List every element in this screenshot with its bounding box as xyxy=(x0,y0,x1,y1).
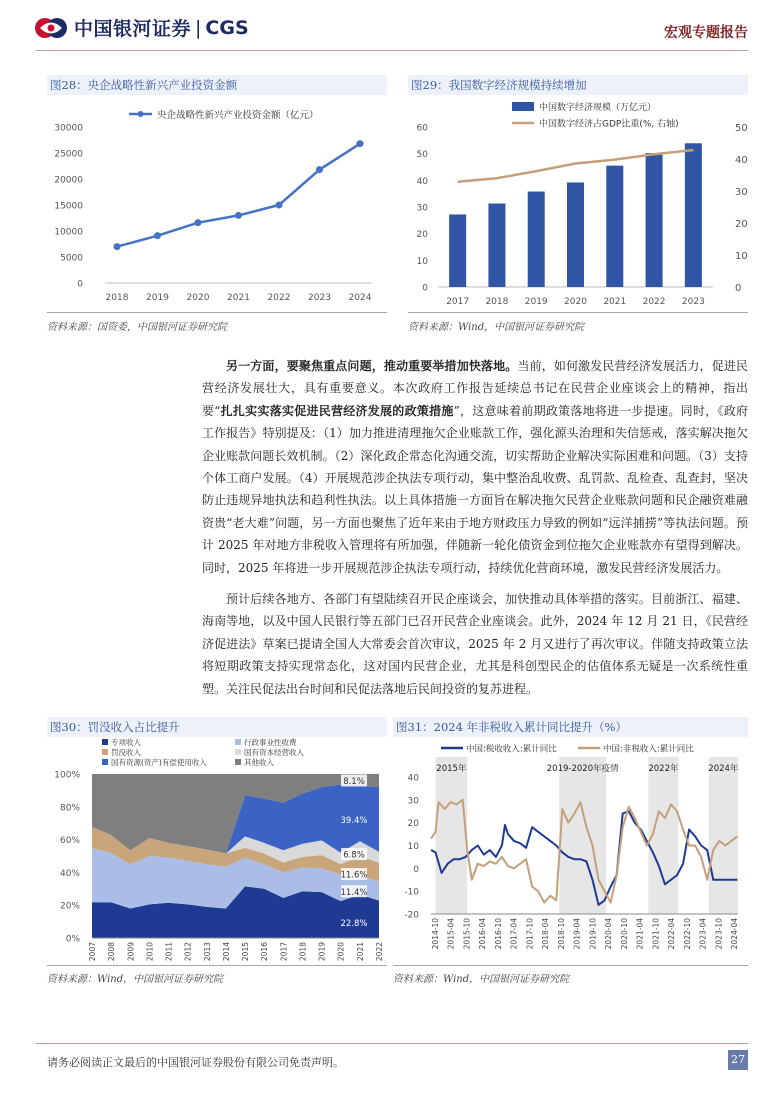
x-tick-label: 2022 xyxy=(267,293,291,303)
legend-swatch xyxy=(235,749,241,755)
y-left-tick-label: 60 xyxy=(416,123,428,134)
y-tick-label: 10 xyxy=(407,842,419,852)
legend-label: 行政事业性收费 xyxy=(244,738,297,747)
fig29-rule xyxy=(408,312,748,313)
x-tick-label: 2018-10 xyxy=(556,918,566,950)
y-tick-label: 100% xyxy=(54,770,80,781)
x-tick-label: 2014-10 xyxy=(431,918,440,950)
header-divider xyxy=(36,50,748,51)
bar xyxy=(646,153,663,287)
report-type: 宏观专题报告 xyxy=(664,25,748,41)
y-tick-label: -20 xyxy=(404,910,419,921)
x-tick-label: 2019-04 xyxy=(572,918,582,950)
fig30-source: 资料来源：Wind，中国银河证券研究院 xyxy=(47,974,224,985)
page-number: 27 xyxy=(728,1050,748,1070)
x-tick-label: 2020-10 xyxy=(619,918,629,950)
y-right-tick-label: 20 xyxy=(735,219,748,230)
x-tick-label: 2023-04 xyxy=(698,918,708,950)
legend-label: 专项收入 xyxy=(111,738,141,747)
shaded-period-label: 2015年 xyxy=(436,764,467,774)
y-tick-label: 15000 xyxy=(54,201,83,212)
data-point xyxy=(195,219,202,226)
x-tick-label: 2020 xyxy=(564,297,587,307)
data-point xyxy=(276,202,283,209)
x-tick-label: 2020-04 xyxy=(604,918,614,950)
y-right-tick-label: 30 xyxy=(735,187,748,198)
y-tick-label: 20% xyxy=(59,901,80,912)
fig31-rule xyxy=(393,965,748,966)
p1-text-a: 当前，如何激发民营经济发展活力，促进民营经济发展壮大，具有重要意义。本次政府工作报告延续总书记在民营企业座谈会上的精神，指出要“ xyxy=(202,359,748,418)
data-label: 6.8% xyxy=(343,850,365,861)
brand-logo xyxy=(34,14,249,41)
body-paragraph-2: 预计后续各地方、各部门有望陆续召开民企座谈会，加快推动具体举措的落实。目前浙江、福建、海南等地，以及中国人民银行等五部门已召开民营企业座谈会。此外，2024 年 12 月 21 日，《民营经济促进法》草案已提请全国人大常委会首次审议，2025 年 2 月又进行了再次审议。伴随支持政策立法将短期政策支持实现常态化，这对国内民营企业，尤其是科创型民企的估值体系无疑是一次系统性重塑。关注民促法出台时间和民促法落地后民间投资的复苏进程。 xyxy=(202,592,748,696)
y-left-tick-label: 20 xyxy=(416,230,428,241)
x-tick-label: 2012 xyxy=(183,942,193,962)
legend-swatch xyxy=(102,759,108,765)
y-tick-label: 0 xyxy=(77,279,83,290)
fig29-chart xyxy=(408,97,748,309)
legend-label: 国有资本经营收入 xyxy=(244,748,304,757)
x-tick-label: 2014 xyxy=(221,942,231,962)
fig30-rule xyxy=(47,965,387,966)
y-tick-label: 25000 xyxy=(54,149,83,160)
x-tick-label: 2020 xyxy=(186,293,210,303)
footer-disclaimer: 请务必阅读正文最后的中国银河证券股份有限公司免责声明。 xyxy=(47,1056,344,1069)
data-point xyxy=(235,212,242,219)
bar xyxy=(567,182,584,287)
legend-label: 国有资源(资产)有偿使用收入 xyxy=(111,758,207,767)
y-tick-label: 20000 xyxy=(54,175,83,186)
x-tick-label: 2023-10 xyxy=(714,918,724,950)
x-tick-label: 2024-04 xyxy=(730,918,739,950)
y-tick-label: 60% xyxy=(59,836,80,847)
fig31-title: 图31：2024 年非税收入累计同比提升（%） xyxy=(393,717,748,737)
fig29-title: 图29：我国数字经济规模持续增加 xyxy=(408,75,748,95)
y-tick-label: 10000 xyxy=(54,227,83,238)
shaded-period xyxy=(436,757,468,914)
x-tick-label: 2018 xyxy=(298,942,308,962)
x-tick-label: 2019 xyxy=(146,293,169,303)
bar xyxy=(685,143,702,287)
x-tick-label: 2017-10 xyxy=(525,918,535,950)
x-tick-label: 2018 xyxy=(485,297,509,307)
data-point xyxy=(316,166,323,173)
fig30-title: 图30：罚没收入占比提升 xyxy=(47,717,387,737)
x-tick-label: 2022 xyxy=(642,297,666,307)
data-point xyxy=(357,140,364,147)
legend-swatch xyxy=(102,749,108,755)
p1-text-b: ”，这意味着前期政策落地将进一步提速。同时，《政府工作报告》特别提及：（1）加力推进清理拖欠企业账款工作，强化源头治理和失信惩戒，落实解决拖欠企业账款问题长效机制。（2）深化政企常态化沟通交流，切实帮助企业解决实际困难和问题。（3）支持个体工商户发展。（4）开展规范涉企执法专项行动，集中整治乱收费、乱罚款、乱检查、乱查封，坚决防止违规异地执法和趋利性执法。以上具体措施一方面旨在解决拖欠民营企业账款问题和民企融资难融资贵“老大难”问题，另一方面也聚焦了近年来由于地方财政压力导致的例如“远洋捕捞”等执法问题。预计 2025 年对地方非税收入管理将有所加强，伴随新一轮化债资金到位拖欠企业账款亦有望得到解决。同时，2025 年将进一步开展规范涉企执法专项行动，持续优化营商环境，激发民营经济发展活力。 xyxy=(202,403,748,575)
brand-cgs: CGS xyxy=(205,16,249,39)
legend-label: 罚没收入 xyxy=(111,748,141,757)
y-tick-label: 20 xyxy=(407,819,419,830)
y-right-tick-label: 50 xyxy=(735,123,748,134)
x-tick-label: 2010 xyxy=(145,942,155,962)
x-tick-label: 2022-10 xyxy=(682,918,692,950)
legend-swatch xyxy=(235,739,241,745)
data-label: 8.1% xyxy=(343,776,365,787)
x-tick-label: 2019 xyxy=(317,942,327,962)
x-tick-label: 2021 xyxy=(355,942,365,962)
x-tick-label: 2018 xyxy=(105,293,129,303)
page-header xyxy=(0,0,770,52)
shaded-period-label: 2022年 xyxy=(648,764,679,774)
data-label: 11.6% xyxy=(340,870,368,881)
shaded-period xyxy=(559,757,606,914)
shaded-period-label: 2024年 xyxy=(708,764,739,774)
x-tick-label: 2016-04 xyxy=(478,918,488,950)
p1-lead: 另一方面，要聚焦重点问题，推动重要举措加快落地。 xyxy=(226,359,518,373)
x-tick-label: 2018-04 xyxy=(541,918,551,950)
series-line xyxy=(117,144,360,247)
y-left-tick-label: 30 xyxy=(416,203,428,214)
fig28-source: 资料来源：国资委，中国银河证券研究院 xyxy=(47,322,227,333)
y-tick-label: -10 xyxy=(404,887,419,898)
y-tick-label: 40% xyxy=(59,868,80,879)
shaded-period xyxy=(709,757,738,914)
legend-label: 央企战略性新兴产业投资金额（亿元） xyxy=(157,110,319,121)
x-tick-label: 2024 xyxy=(348,293,372,303)
legend-tax-label: 中国:税收收入:累计同比 xyxy=(466,744,557,755)
x-tick-label: 2008 xyxy=(107,942,117,962)
legend-bar-label: 中国数字经济规模（万亿元） xyxy=(539,103,657,113)
y-left-tick-label: 50 xyxy=(416,150,428,161)
data-point xyxy=(114,243,121,250)
fig28-title: 图28：央企战略性新兴产业投资金额 xyxy=(47,75,387,95)
shaded-period-label: 2019-2020年疫情 xyxy=(546,764,619,774)
fig29-source: 资料来源：Wind，中国银河证券研究院 xyxy=(408,322,585,333)
x-tick-label: 2017 xyxy=(279,942,289,962)
y-right-tick-label: 0 xyxy=(735,283,742,294)
y-tick-label: 40 xyxy=(407,773,419,784)
brand-separator: | xyxy=(195,16,202,39)
data-label: 39.4% xyxy=(340,815,368,826)
legend-swatch xyxy=(102,739,108,745)
x-tick-label: 2015-10 xyxy=(462,918,472,950)
y-left-tick-label: 10 xyxy=(416,256,428,267)
data-point xyxy=(154,232,161,239)
x-tick-label: 2022 xyxy=(375,942,384,962)
x-tick-label: 2023 xyxy=(308,293,331,303)
brand-name: 中国银河证券 xyxy=(74,18,192,40)
legend-marker xyxy=(138,111,144,117)
data-label: 22.8% xyxy=(340,919,368,930)
bar xyxy=(488,204,505,287)
x-tick-label: 2021-04 xyxy=(635,918,645,950)
x-tick-label: 2019 xyxy=(524,297,548,307)
y-left-tick-label: 0 xyxy=(422,283,428,294)
bar xyxy=(606,166,623,287)
bar xyxy=(449,214,466,287)
x-tick-label: 2022-04 xyxy=(667,918,677,950)
legend-label: 其他收入 xyxy=(244,758,274,767)
legend-nontax-label: 中国:非税收入:累计同比 xyxy=(603,744,694,755)
fig28-chart xyxy=(47,97,387,309)
fig31-chart xyxy=(393,737,748,965)
x-tick-label: 2007 xyxy=(88,942,97,962)
y-tick-label: 30000 xyxy=(54,123,83,134)
y-tick-label: 30 xyxy=(407,796,419,807)
x-tick-label: 2023 xyxy=(681,297,705,307)
y-tick-label: 0 xyxy=(413,864,419,875)
x-tick-label: 2017-04 xyxy=(509,918,519,950)
x-tick-label: 2011 xyxy=(164,942,174,962)
data-label: 11.4% xyxy=(340,887,368,898)
legend-line-label: 中国数字经济占GDP比重(%, 右轴) xyxy=(539,119,679,130)
x-tick-label: 2015 xyxy=(241,942,251,962)
legend-swatch xyxy=(235,759,241,765)
x-tick-label: 2021-10 xyxy=(651,918,661,950)
x-tick-label: 2016 xyxy=(260,942,270,962)
y-left-tick-label: 40 xyxy=(416,176,428,187)
x-tick-label: 2021 xyxy=(603,297,627,307)
x-tick-label: 2016-10 xyxy=(493,918,503,950)
p1-bold: 扎扎实实落实促进民营经济发展的政策措施 xyxy=(220,403,454,418)
legend-bar-swatch xyxy=(512,102,534,111)
fig31-source: 资料来源：Wind，中国银河证券研究院 xyxy=(393,974,570,985)
fig30-chart xyxy=(47,737,387,965)
y-tick-label: 5000 xyxy=(60,253,83,264)
x-tick-label: 2021 xyxy=(227,293,250,303)
x-tick-label: 2009 xyxy=(126,942,136,962)
x-tick-label: 2017 xyxy=(446,297,470,307)
x-tick-label: 2013 xyxy=(202,942,212,962)
bar xyxy=(528,192,545,287)
y-tick-label: 80% xyxy=(59,803,80,814)
fig28-rule xyxy=(47,312,387,313)
x-tick-label: 2019-10 xyxy=(588,918,598,950)
y-right-tick-label: 40 xyxy=(735,155,748,166)
y-right-tick-label: 10 xyxy=(735,251,748,262)
cgs-logo-icon xyxy=(34,15,68,41)
x-tick-label: 2020 xyxy=(336,942,346,962)
y-tick-label: 0% xyxy=(65,934,80,945)
x-tick-label: 2015-04 xyxy=(446,918,456,950)
body-paragraph-1 xyxy=(202,355,748,579)
footer-divider xyxy=(36,1043,748,1044)
